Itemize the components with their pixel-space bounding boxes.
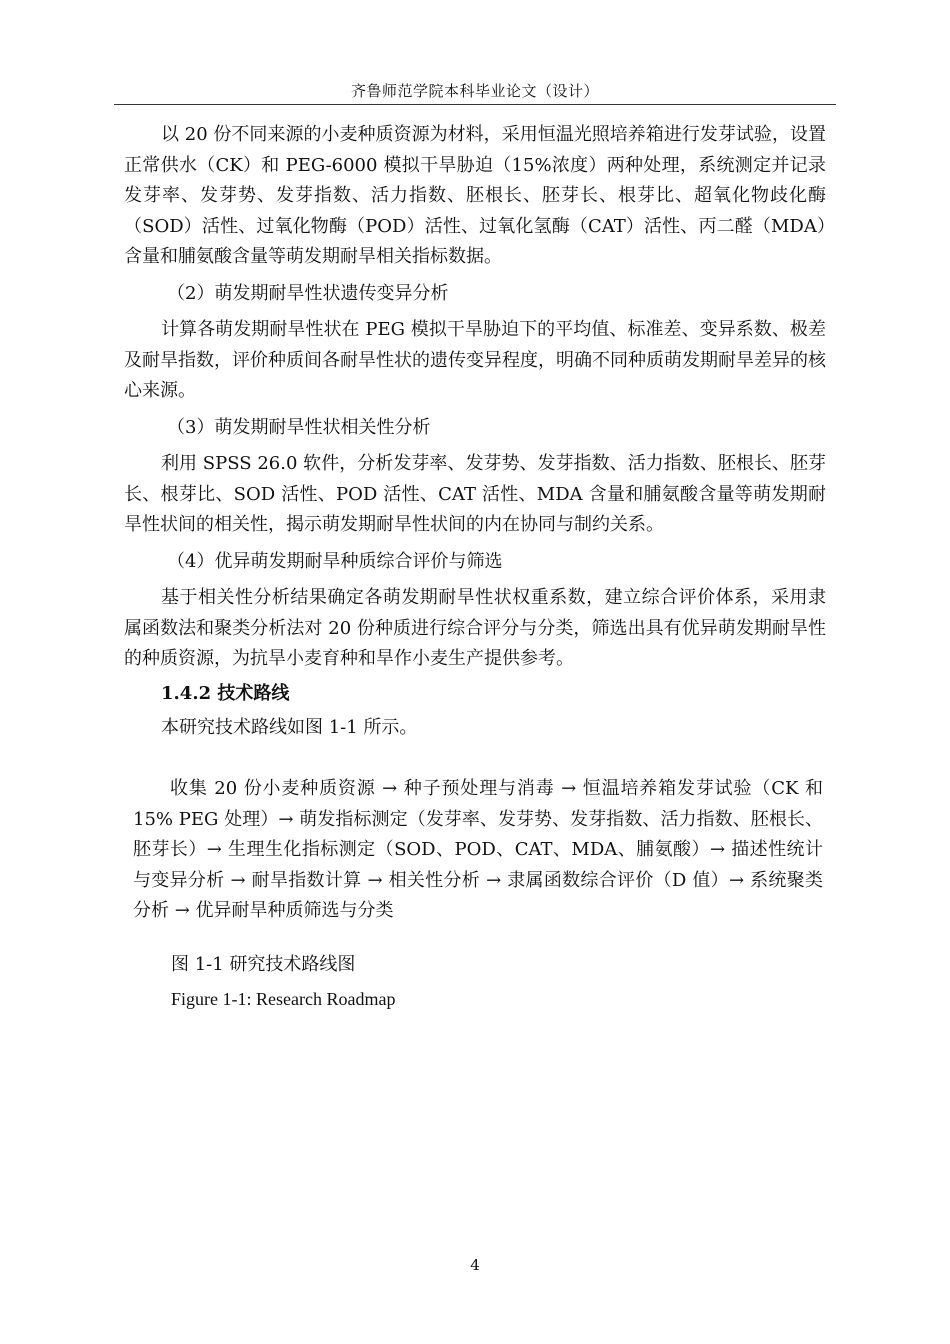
main-content — [124, 120, 826, 744]
page-number: 4 — [470, 1256, 480, 1274]
subsection-3-title: （3）萌发期耐旱性状相关性分析 — [167, 416, 431, 438]
roadmap-text: 收集 20 份小麦种质资源 → 种子预处理与消毒 → 恒温培养箱发芽试验（CK 和 15% PEG 处理）→ 萌发指标测定（发芽率、发芽势、发芽指数、活力指数、胚根长、胚芽长）→ 生理生化指标测定（SOD、POD、CAT、MDA、脯氨酸）→ 描述性统计与变异分析 → 耐旱指数计算 → 相关性分析 → 隶属函数综合评价（D 值）→ 系统聚类分析 → 优异耐旱种质筛选与分类 — [133, 778, 823, 921]
subsection-4-title: （4）优异萌发期耐旱种质综合评价与筛选 — [167, 550, 503, 572]
subsection-2-title: （2）萌发期耐旱性状遗传变异分析 — [167, 282, 449, 304]
subsection-4-text: 基于相关性分析结果确定各萌发期耐旱性状权重系数，建立综合评价体系，采用隶属函数法和聚类分析法对 20 份种质进行综合评分与分类，筛选出具有优异萌发期耐旱性的种质资源，为抗旱小麦育种和旱作小麦生产提供参考。 — [124, 587, 826, 669]
section-text: 本研究技术路线如图 1-1 所示。 — [161, 717, 418, 738]
intro-paragraph: 以 20 份不同来源的小麦种质资源为材料，采用恒温光照培养箱进行发芽试验，设置正常供水（CK）和 PEG-6000 模拟干旱胁迫（15%浓度）两种处理，系统测定并记录发芽率、发芽势、发芽指数、活力指数、胚根长、胚芽长、根芽比、超氧化物歧化酶（SOD）活性、过氧化物酶（POD）活性、过氧化氢酶（CAT）活性、丙二醛（MDA）含量和脯氨酸含量等萌发期耐旱相关指标数据。 — [124, 124, 826, 267]
subsection-2-text: 计算各萌发期耐旱性状在 PEG 模拟干旱胁迫下的平均值、标准差、变异系数、极差及耐旱指数，评价种质间各耐旱性状的遗传变异程度，明确不同种质萌发期耐旱差异的核心来源。 — [124, 319, 826, 401]
subsection-3-text: 利用 SPSS 26.0 软件，分析发芽率、发芽势、发芽指数、活力指数、胚根长、胚芽长、根芽比、SOD 活性、POD 活性、CAT 活性、MDA 含量和脯氨酸含量等萌发期耐旱性状间的相关性，揭示萌发期耐旱性状间的内在协同与制约关系。 — [124, 453, 826, 535]
figure-caption-en: Figure 1-1: Research Roadmap — [171, 989, 396, 1009]
page-header: 齐鲁师范学院本科毕业论文（设计） — [350, 82, 599, 100]
roadmap-flow — [133, 774, 823, 927]
header-rule — [114, 104, 836, 105]
section-title: 1.4.2 技术路线 — [161, 682, 290, 704]
figure-caption-cn: 图 1-1 研究技术路线图 — [171, 954, 356, 975]
